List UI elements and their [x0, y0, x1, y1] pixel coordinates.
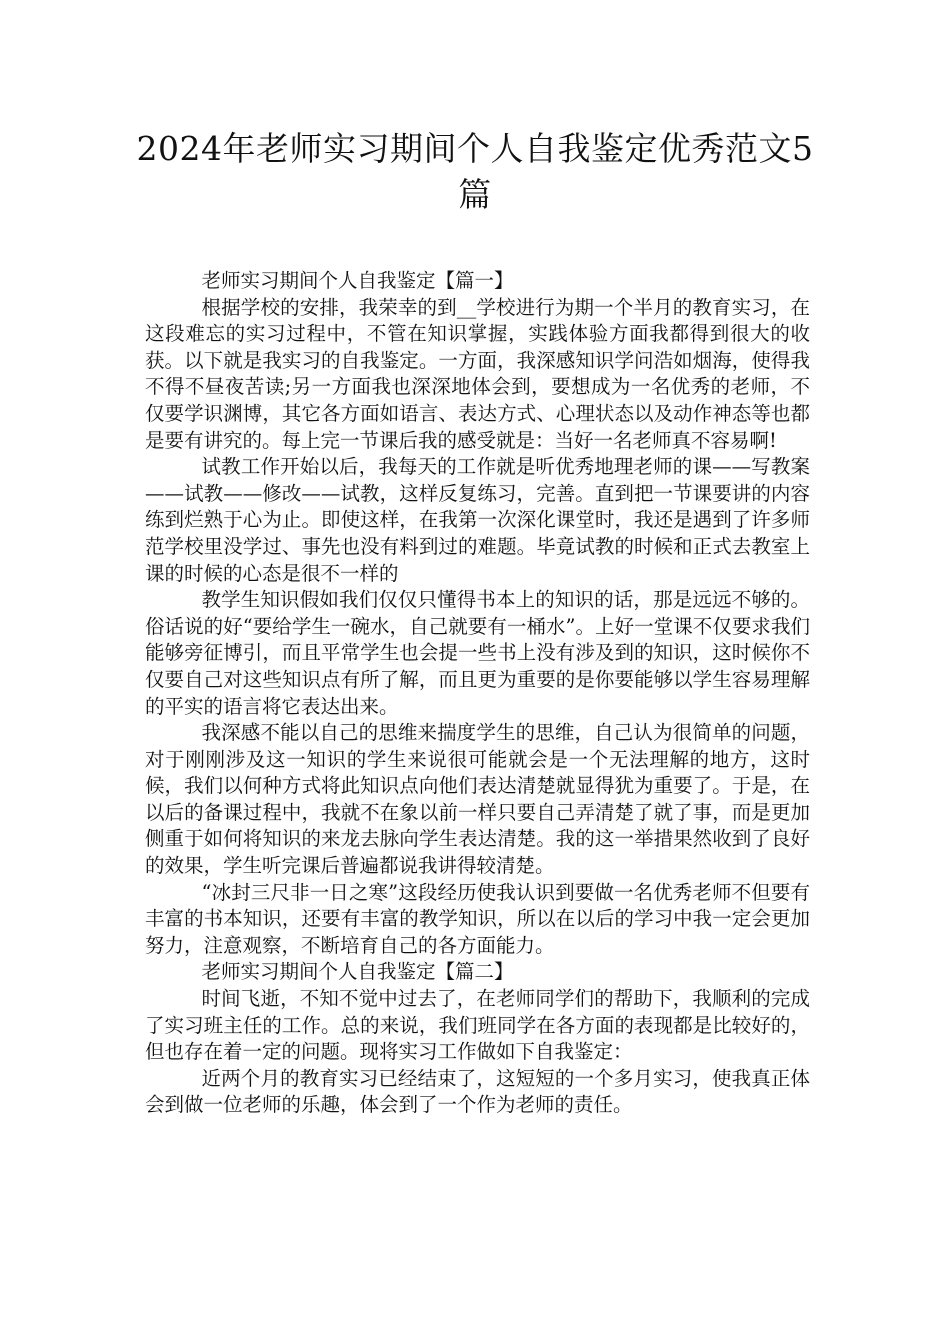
section-heading: 老师实习期间个人自我鉴定【篇二】: [201, 960, 514, 984]
body-paragraph: 近两个月的教育实习已经结束了，这短短的一个多月实习，使我真正体会到做一位老师的乐趣，体会到了一个作为老师的责任。: [145, 1066, 810, 1117]
document-body: [145, 268, 810, 1119]
body-paragraph: “冰封三尺非一日之寒”这段经历使我认识到要做一名优秀老师不但要有丰富的书本知识，还要有丰富的教学知识，所以在以后的学习中我一定会更加努力，注意观察，不断培育自己的各方面能力。: [145, 880, 810, 957]
section-heading: 老师实习期间个人自我鉴定【篇一】: [201, 269, 514, 292]
body-paragraph: 时间飞逝，不知不觉中过去了，在老师同学们的帮助下，我顺利的完成了实习班主任的工作。总的来说，我们班同学在各方面的表现都是比较好的，但也存在着一定的问题。现将实习工作做如下自我鉴定：: [145, 987, 810, 1064]
body-paragraph: 教学生知识假如我们仅仅只懂得书本上的知识的话，那是远远不够的。俗话说的好“要给学生一碗水，自己就要有一桶水”。上好一堂课不仅要求我们能够旁征博引，而且平常学生也会提一些书上没有涉及到的知识，这时候你不仅要自己对这些知识点有所了解，而且更为重要的是你要能够以学生容易理解的平实的语言将它表达出来。: [145, 588, 810, 718]
body-paragraph: 我深感不能以自己的思维来揣度学生的思维，自己认为很简单的问题，对于刚刚涉及这一知识的学生来说很可能就会是一个无法理解的地方，这时候，我们以何种方式将此知识点向他们表达清楚就显得犹为重要了。于是，在以后的备课过程中，我就不在象以前一样只要自己弄清楚了就了事，而是更加侧重于如何将知识的来龙去脉向学生表达清楚。我的这一举措果然收到了良好的效果，学生听完课后普遍都说我讲得较清楚。: [145, 721, 810, 878]
body-paragraph: 根据学校的安排，我荣幸的到__学校进行为期一个半月的教育实习，在这段难忘的实习过程中，不管在知识掌握，实践体验方面我都得到很大的收获。以下就是我实习的自我鉴定。一方面，我深感知识学问浩如烟海，使得我不得不昼夜苦读;另一方面我也深深地体会到，要想成为一名优秀的老师，不仅要学识渊博，其它各方面如语言、表达方式、心理状态以及动作神态等也都是要有讲究的。每上完一节课后我的感受就是：当好一名老师真不容易啊!: [145, 295, 810, 452]
document-title: 2024年老师实习期间个人自我鉴定优秀范文5篇: [136, 129, 814, 214]
body-paragraph: 试教工作开始以后，我每天的工作就是听优秀地理老师的课——写教案——试教——修改——试教，这样反复练习，完善。直到把一节课要讲的内容练到烂熟于心为止。即使这样，在我第一次深化课堂时，我还是遇到了许多师范学校里没学过、事先也没有料到过的难题。毕竟试教的时候和正式去教室上课的时候的心态是很不一样的: [145, 455, 810, 585]
